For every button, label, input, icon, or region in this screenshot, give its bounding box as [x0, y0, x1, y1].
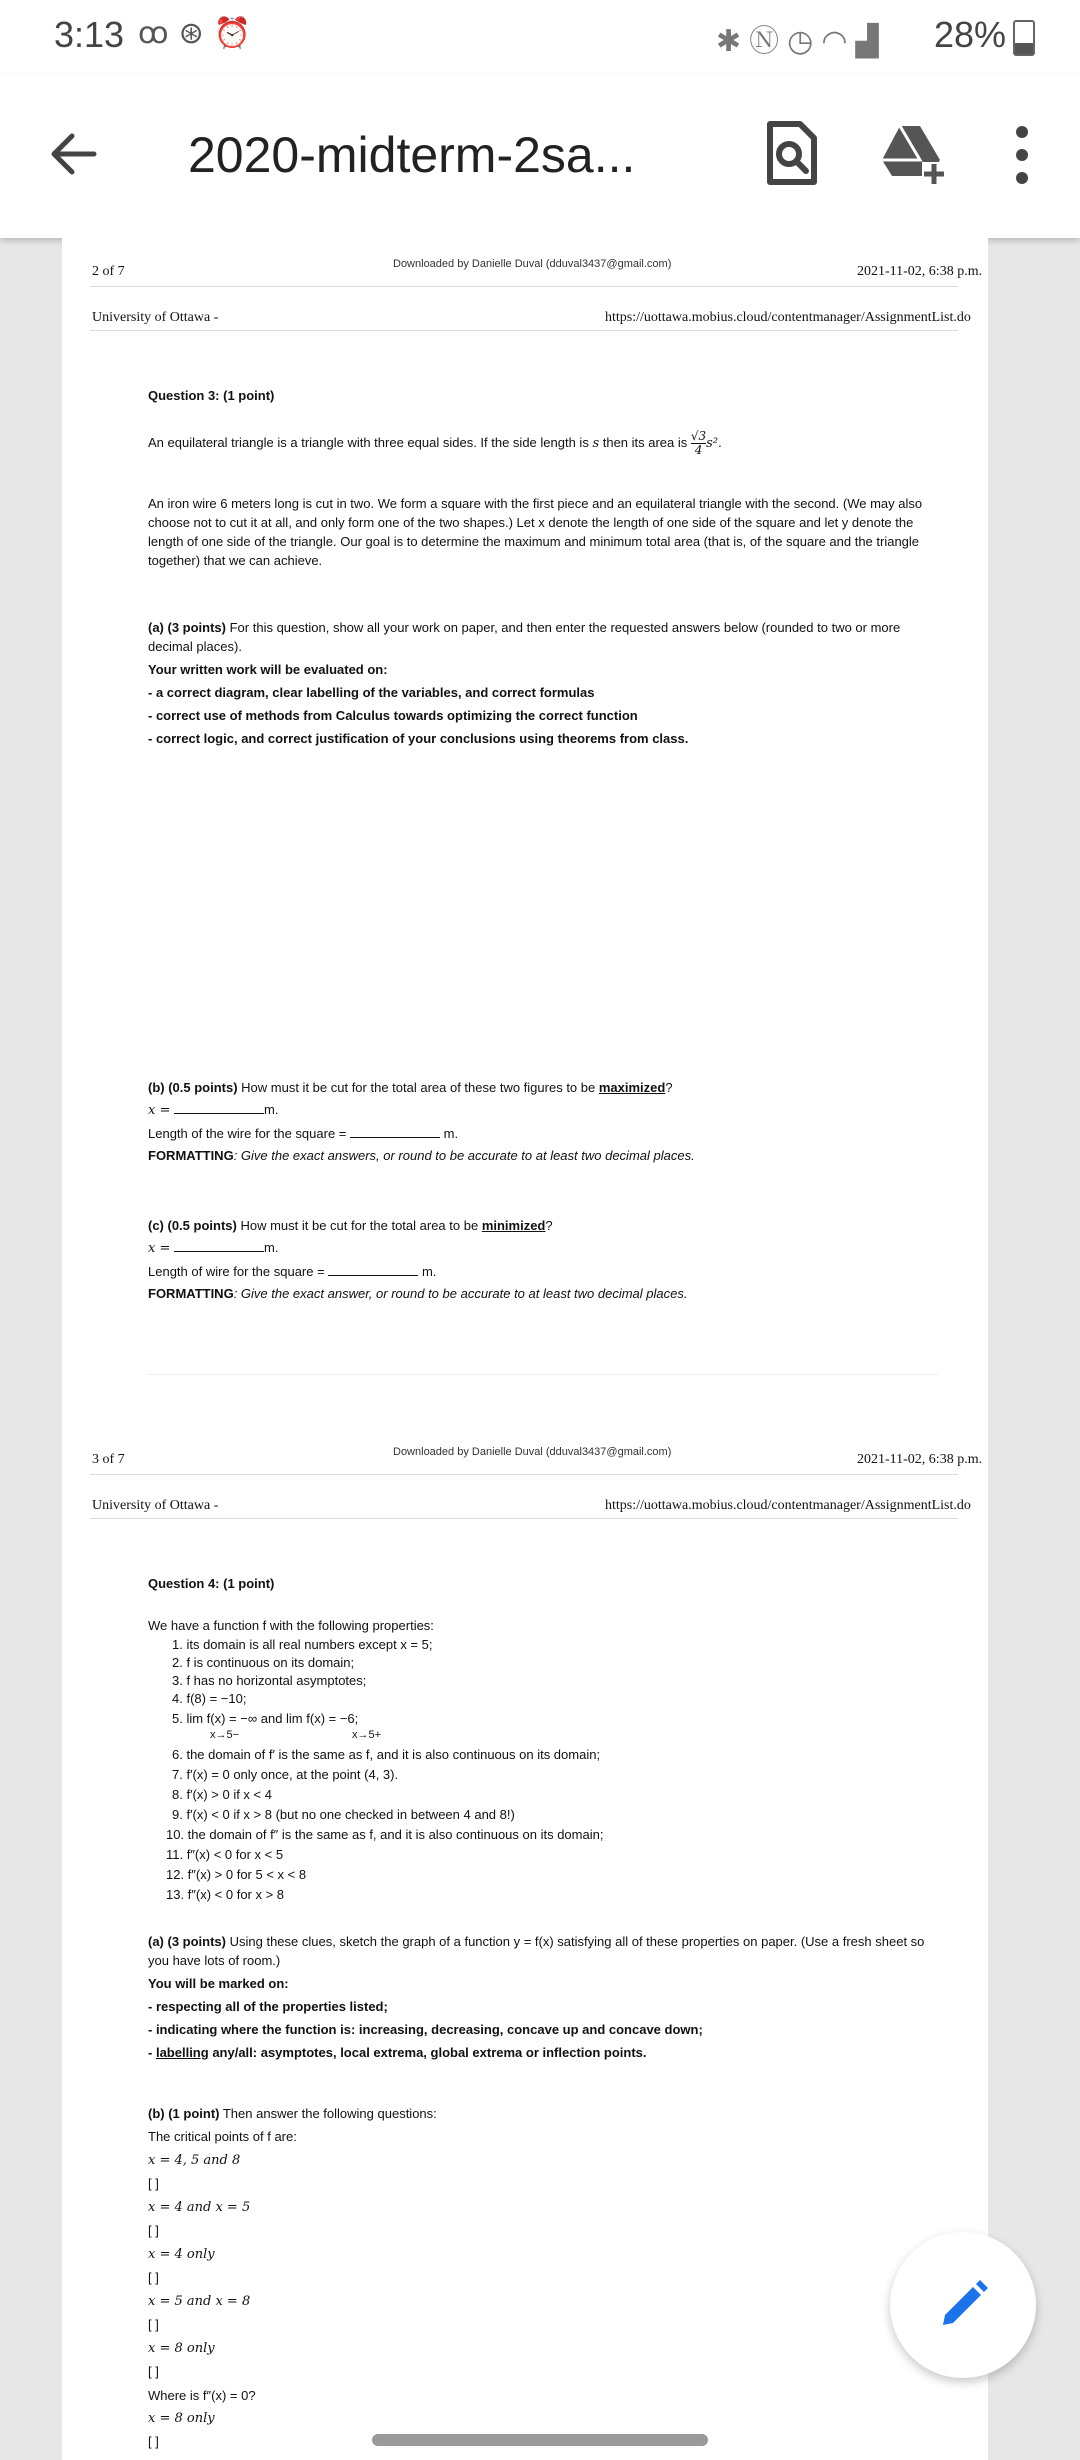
answer-option: x = 4 and x = 5	[148, 2200, 251, 2215]
question-4-title: Question 4: (1 point)	[148, 1576, 275, 1591]
property-item: 10. the domain of f″ is the same as f, and it is also continuous on its domain;	[166, 1827, 604, 1842]
alarm-icon: ⏰	[213, 17, 262, 50]
property-item: 11. f″(x) < 0 for x < 5	[166, 1847, 284, 1862]
property-item: 2. f is continuous on its domain;	[172, 1655, 355, 1670]
question-3-title: Question 3: (1 point)	[148, 388, 275, 403]
marked-item: - indicating where the function is: increasing, decreasing, concave up and concave down;	[148, 2022, 703, 2037]
option-checkbox[interactable]: [ ]	[148, 2317, 159, 2332]
answer-option: x = 5 and x = 8	[148, 2294, 251, 2309]
option-checkbox[interactable]: [ ]	[148, 2364, 159, 2379]
divider	[90, 330, 958, 331]
property-item: 5. lim f(x) = −∞ and lim f(x) = −6;	[172, 1711, 359, 1726]
property-item: 3. f has no horizontal asymptotes;	[172, 1673, 367, 1688]
property-item: 13. f″(x) < 0 for x > 8	[166, 1887, 285, 1902]
answer-option: x = 4 only	[148, 2247, 215, 2262]
part-b-text: (b) (1 point) Then answer the following questions:	[148, 2106, 437, 2121]
pdf-page[interactable]	[62, 238, 988, 2460]
answer-option: x = 4, 5 and 8	[148, 2153, 241, 2168]
nfc-icon: Ⓝ	[749, 25, 788, 58]
status-bar	[0, 0, 1080, 74]
answer-option: x = 8 only	[148, 2341, 215, 2356]
property-item: 6. the domain of f′ is the same as f, and it is also continuous on its domain;	[172, 1747, 601, 1762]
part-b-formatting: FORMATTING: Give the exact answers, or round to be accurate to at least two decimal places.	[148, 1148, 695, 1163]
status-time: 3:13	[54, 14, 125, 55]
answer-blank[interactable]	[328, 1263, 418, 1276]
evaluation-item: - correct use of methods from Calculus towards optimizing the correct function	[148, 708, 638, 723]
evaluation-item: - a correct diagram, clear labelling of the variables, and correct formulas	[148, 685, 595, 700]
limit-subscript: x→5+	[352, 1729, 382, 1741]
pencil-icon	[935, 2277, 991, 2333]
wifi-icon: ◠	[821, 25, 856, 58]
marked-item: - labelling any/all: asymptotes, local extrema, global extrema or inflection points.	[148, 2045, 647, 2060]
question-4-intro: We have a function f with the following properties:	[148, 1618, 434, 1633]
answer-option: x = 8 only	[148, 2411, 215, 2426]
evaluation-item: - correct logic, and correct justification of your conclusions using theorems from class.	[148, 731, 689, 746]
signal-icon: ▟	[855, 25, 887, 58]
part-a-text: (a) (3 points) For this question, show all your work on paper, and then enter the requested answers below (rounded to two or more decimal places).	[148, 620, 901, 654]
part-a-text: (a) (3 points) Using these clues, sketch the graph of a function y = f(x) satisfying all of these properties on paper. (Use a fresh sheet so you have lots of room.)	[148, 1934, 925, 1968]
back-arrow-icon[interactable]	[44, 124, 104, 184]
edit-fab-button[interactable]	[890, 2232, 1036, 2378]
alarm-icon: ◷	[787, 25, 822, 58]
critical-points-question: The critical points of f are:	[148, 2129, 297, 2144]
gesture-nav-handle[interactable]	[372, 2434, 708, 2446]
property-item: 8. f′(x) > 0 if x < 4	[172, 1787, 272, 1802]
property-item: 7. f′(x) = 0 only once, at the point (4, 3).	[172, 1767, 399, 1782]
option-checkbox[interactable]: [ ]	[148, 2176, 159, 2191]
evaluation-heading: Your written work will be evaluated on:	[148, 662, 388, 677]
divider	[90, 1518, 958, 1519]
divider	[148, 1374, 938, 1375]
property-item: 9. f′(x) < 0 if x > 8 (but no one checked in between 4 and 8!)	[172, 1807, 515, 1822]
download-notice: Downloaded by Danielle Duval (dduval3437@gmail.com)	[393, 1446, 672, 1458]
option-checkbox[interactable]: [ ]	[148, 2270, 159, 2285]
find-in-page-icon[interactable]	[756, 118, 826, 188]
part-b-text: (b) (0.5 points) How must it be cut for the total area of these two figures to be maximized?	[148, 1080, 673, 1095]
property-item: 1. its domain is all real numbers except x = 5;	[172, 1637, 433, 1652]
part-c-length-answer: Length of wire for the square = m.	[148, 1264, 437, 1279]
document-title: 2020-midterm-2sa...	[188, 127, 636, 183]
source-url: https://uottawa.mobius.cloud/contentmanager/AssignmentList.do	[605, 310, 971, 325]
accessibility-icon: ⊛	[178, 17, 214, 50]
battery-percent: 28%	[934, 14, 1007, 55]
battery-icon	[1013, 20, 1035, 56]
university-label: University of Ottawa -	[92, 1498, 219, 1513]
property-item: 12. f″(x) > 0 for 5 < x < 8	[166, 1867, 307, 1882]
answer-blank[interactable]	[174, 1239, 264, 1252]
page-number: 2 of 7	[92, 264, 125, 279]
second-derivative-question: Where is f″(x) = 0?	[148, 2388, 256, 2403]
option-checkbox[interactable]: [ ]	[148, 2223, 159, 2238]
status-left-icons	[138, 16, 261, 51]
part-b-length-answer: Length of the wire for the square = m.	[148, 1126, 459, 1141]
divider	[90, 1474, 958, 1475]
voicemail-icon: ꝏ	[138, 17, 179, 50]
status-right-icons	[716, 16, 887, 60]
page-number: 3 of 7	[92, 1452, 125, 1467]
answer-blank[interactable]	[350, 1125, 440, 1138]
limit-subscript: x→5−	[210, 1729, 240, 1741]
print-datetime: 2021-11-02, 6:38 p.m.	[857, 1452, 983, 1467]
part-b-x-answer: x = m.	[148, 1102, 279, 1118]
print-datetime: 2021-11-02, 6:38 p.m.	[857, 264, 983, 279]
question-3-paragraph: An iron wire 6 meters long is cut in two. We form a square with the first piece and an equilateral triangle with the second. (We may also choose not to cut it at all, and only form one of the two shapes.) Let x denote the length of one side of the square and let y denote the length of one side of the triangle. Our goal is to determine the maximum and minimum total area (that is, of the square and the triangle together) that we can achieve.	[148, 496, 923, 568]
bluetooth-icon: ✱	[716, 25, 750, 58]
divider	[90, 286, 958, 287]
university-label: University of Ottawa -	[92, 310, 219, 325]
marked-heading: You will be marked on:	[148, 1976, 289, 1991]
part-c-formatting: FORMATTING: Give the exact answer, or round to be accurate to at least two decimal places.	[148, 1286, 688, 1301]
answer-blank[interactable]	[174, 1101, 264, 1114]
option-checkbox[interactable]: [ ]	[148, 2434, 159, 2449]
part-c-text: (c) (0.5 points) How must it be cut for the total area to be minimized?	[148, 1218, 553, 1233]
marked-item: - respecting all of the properties listed;	[148, 1999, 388, 2014]
download-notice: Downloaded by Danielle Duval (dduval3437@gmail.com)	[393, 258, 672, 270]
app-toolbar	[0, 74, 1080, 238]
property-item: 4. f(8) = −10;	[172, 1691, 247, 1706]
part-c-x-answer: x = m.	[148, 1240, 279, 1256]
question-3-intro: An equilateral triangle is a triangle with three equal sides. If the side length is s then its area is $\frac{√3}{4}$ s².	[148, 429, 722, 457]
source-url: https://uottawa.mobius.cloud/contentmanager/AssignmentList.do	[605, 1498, 971, 1513]
add-to-drive-icon[interactable]	[878, 118, 948, 188]
more-vert-icon[interactable]	[1004, 122, 1040, 188]
